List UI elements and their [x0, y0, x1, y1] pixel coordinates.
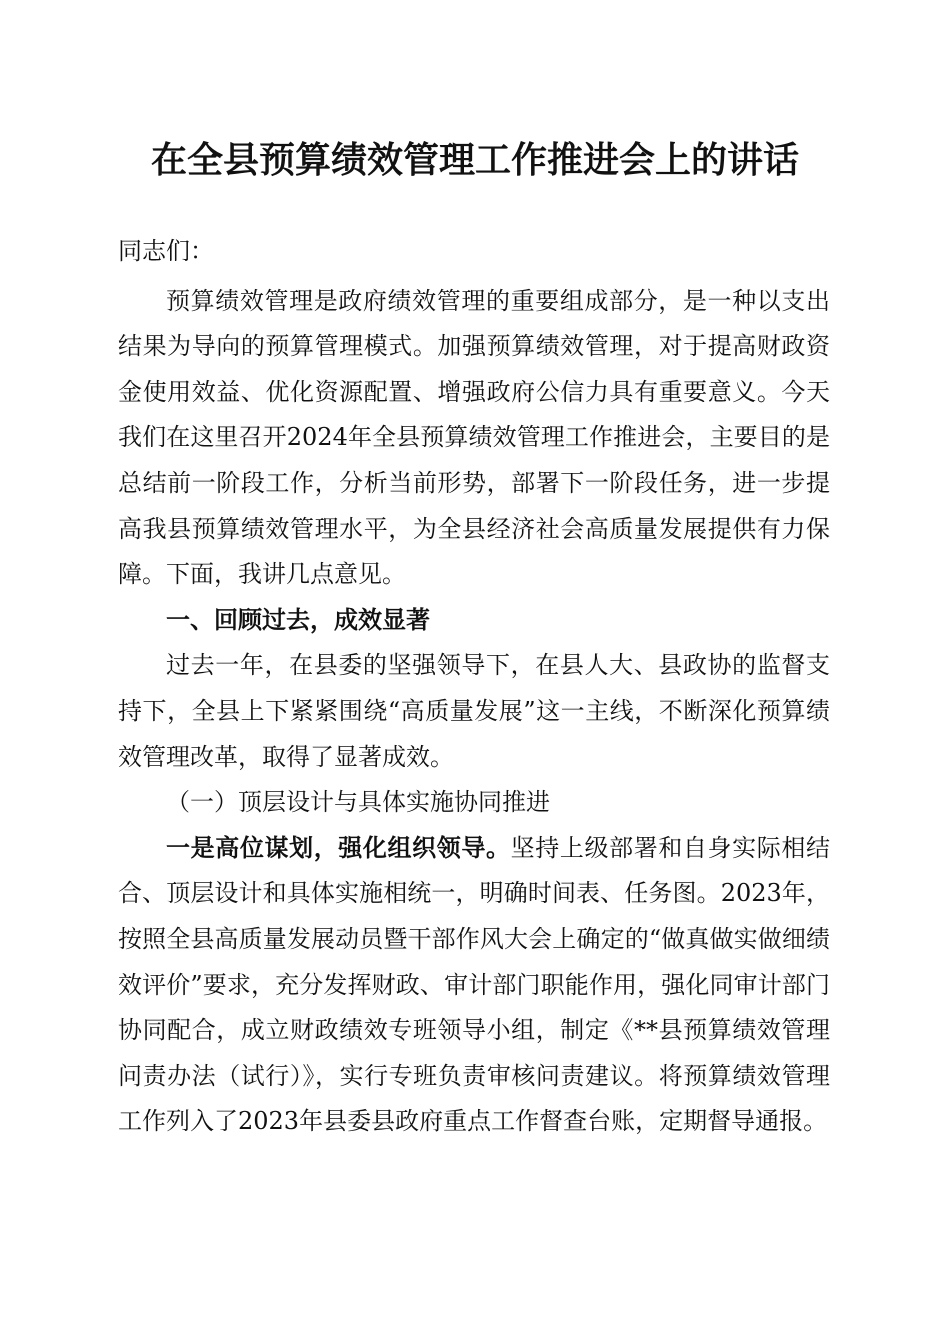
section-1-heading: 一、回顾过去，成效显著 — [166, 605, 430, 634]
intro-paragraph: 预算绩效管理是政府绩效管理的重要组成部分，是一种以支出结果为导向的预算管理模式。加强预算绩效管理，对于提高财政资金使用效益、优化资源配置、增强政府公信力具有重要意义。今天我们在这里召开2024年全县预算绩效管理工作推进会，主要目的是总结前一阶段工作，分析当前形势，部署下一阶段任务，进一步提高我县预算绩效管理水平，为全县经济社会高质量发展提供有力保障。下面，我讲几点意见。 — [118, 286, 830, 589]
document-title: 在全县预算绩效管理工作推进会上的讲话 — [150, 139, 799, 181]
subsection-1-paragraph — [118, 826, 830, 1145]
document-body — [118, 229, 830, 1145]
salutation: 同志们： — [118, 237, 214, 265]
subsection-1-heading: （一）顶层设计与具体实施协同推进 — [166, 788, 550, 817]
subsection-1-body: 坚持上级部署和自身实际相结合、顶层设计和具体实施相统一，明确时间表、任务图。2023年，按照全县高质量发展动员暨干部作风大会上确定的“做真做实做细绩效评价”要求，充分发挥财政、审计部门职能作用，强化同审计部门协同配合，成立财政绩效专班领导小组，制定《**县预算绩效管理问责办法（试行）》，实行专班负责审核问责建议。将预算绩效管理工作列入了2023年县委县政府重点工作督查台账，定期督导通报。 — [118, 833, 831, 1136]
section-1-paragraph: 过去一年，在县委的坚强领导下，在县人大、县政协的监督支持下，全县上下紧紧围绕“高质量发展”这一主线，不断深化预算绩效管理改革，取得了显著成效。 — [118, 651, 830, 771]
subsection-1-lead: 一是高位谋划，强化组织领导。 — [166, 833, 511, 862]
